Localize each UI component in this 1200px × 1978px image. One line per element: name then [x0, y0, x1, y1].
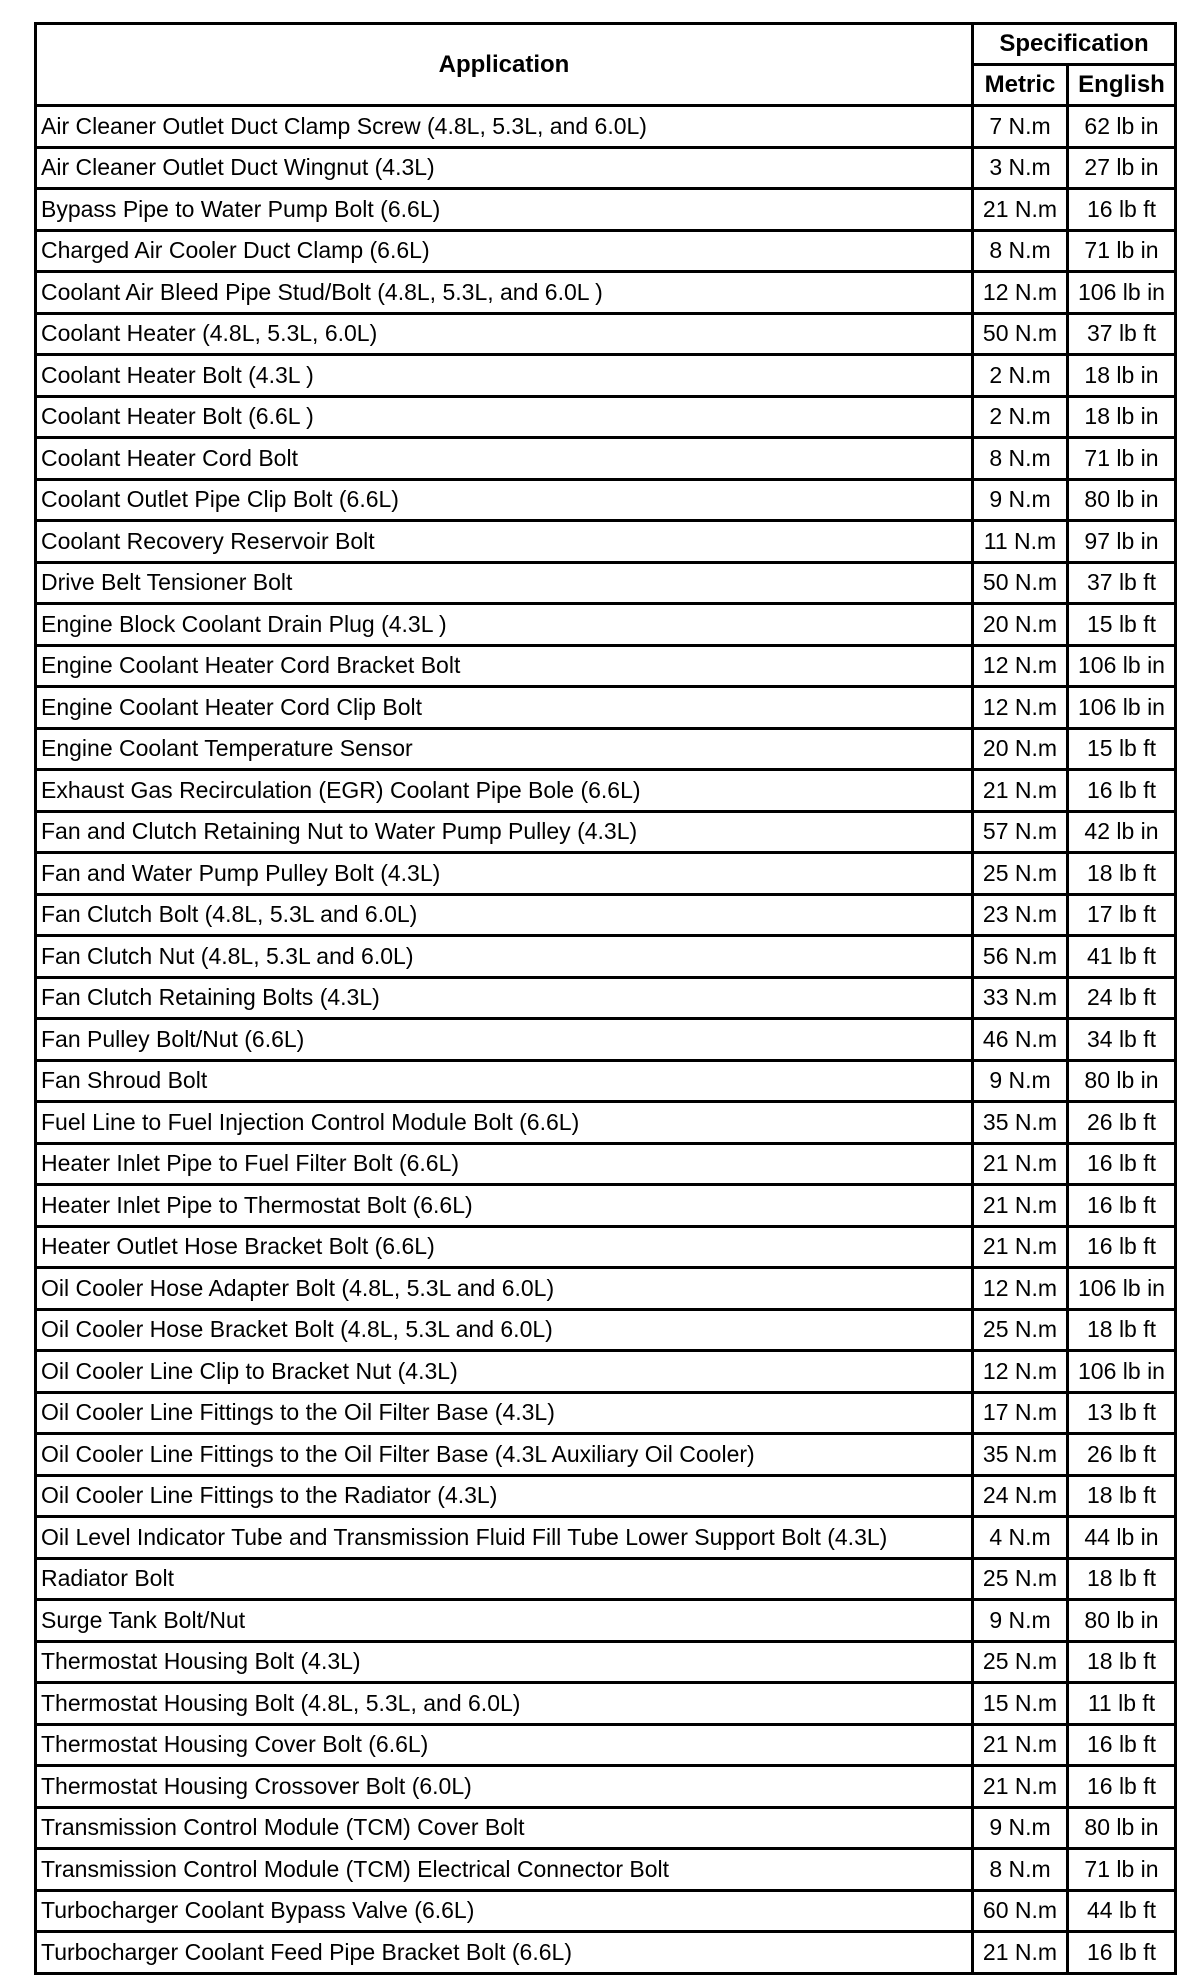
application-cell: Oil Level Indicator Tube and Transmission Fluid Fill Tube Lower Support Bolt (4.3L) [36, 1517, 973, 1559]
table-header [36, 24, 1176, 106]
application-cell: Turbocharger Coolant Bypass Valve (6.6L) [36, 1890, 973, 1932]
english-value-cell: 71 lb in [1068, 1849, 1176, 1891]
table-row [36, 1849, 1176, 1891]
application-cell: Turbocharger Coolant Feed Pipe Bracket Bolt (6.6L) [36, 1932, 973, 1974]
table-row [36, 106, 1176, 148]
metric-value-cell: 20 N.m [973, 728, 1068, 770]
application-cell: Thermostat Housing Cover Bolt (6.6L) [36, 1724, 973, 1766]
metric-value-cell: 46 N.m [973, 1019, 1068, 1061]
english-value-cell: 16 lb ft [1068, 1226, 1176, 1268]
application-cell: Fan and Clutch Retaining Nut to Water Pump Pulley (4.3L) [36, 811, 973, 853]
application-cell: Thermostat Housing Bolt (4.3L) [36, 1641, 973, 1683]
metric-value-cell: 12 N.m [973, 645, 1068, 687]
metric-value-cell: 57 N.m [973, 811, 1068, 853]
table-row [36, 1102, 1176, 1144]
application-cell: Coolant Heater Bolt (6.6L ) [36, 396, 973, 438]
table-row [36, 894, 1176, 936]
application-cell: Engine Coolant Heater Cord Clip Bolt [36, 687, 973, 729]
english-value-cell: 37 lb ft [1068, 562, 1176, 604]
english-value-cell: 80 lb in [1068, 1600, 1176, 1642]
table-row [36, 1517, 1176, 1559]
metric-value-cell: 35 N.m [973, 1434, 1068, 1476]
english-column-header: English [1068, 65, 1176, 106]
table-row [36, 189, 1176, 231]
table-row [36, 1600, 1176, 1642]
english-value-cell: 16 lb ft [1068, 1932, 1176, 1974]
application-cell: Surge Tank Bolt/Nut [36, 1600, 973, 1642]
english-value-cell: 18 lb in [1068, 396, 1176, 438]
english-value-cell: 18 lb ft [1068, 1475, 1176, 1517]
table-row [36, 770, 1176, 812]
metric-value-cell: 56 N.m [973, 936, 1068, 978]
metric-value-cell: 17 N.m [973, 1392, 1068, 1434]
table-row [36, 687, 1176, 729]
table-row [36, 1185, 1176, 1227]
english-value-cell: 62 lb in [1068, 106, 1176, 148]
table-row [36, 1475, 1176, 1517]
metric-column-header: Metric [973, 65, 1068, 106]
application-cell: Heater Inlet Pipe to Thermostat Bolt (6.6L) [36, 1185, 973, 1227]
application-cell: Oil Cooler Hose Bracket Bolt (4.8L, 5.3L and 6.0L) [36, 1309, 973, 1351]
application-cell: Coolant Heater Cord Bolt [36, 438, 973, 480]
application-cell: Transmission Control Module (TCM) Cover Bolt [36, 1807, 973, 1849]
application-cell: Drive Belt Tensioner Bolt [36, 562, 973, 604]
english-value-cell: 16 lb ft [1068, 189, 1176, 231]
english-value-cell: 18 lb in [1068, 355, 1176, 397]
metric-value-cell: 21 N.m [973, 1143, 1068, 1185]
application-cell: Bypass Pipe to Water Pump Bolt (6.6L) [36, 189, 973, 231]
english-value-cell: 41 lb ft [1068, 936, 1176, 978]
metric-value-cell: 25 N.m [973, 1558, 1068, 1600]
table-row [36, 604, 1176, 646]
application-cell: Fan Pulley Bolt/Nut (6.6L) [36, 1019, 973, 1061]
table-row [36, 147, 1176, 189]
metric-value-cell: 8 N.m [973, 438, 1068, 480]
table-row [36, 230, 1176, 272]
application-cell: Exhaust Gas Recirculation (EGR) Coolant Pipe Bole (6.6L) [36, 770, 973, 812]
table-row [36, 1309, 1176, 1351]
english-value-cell: 97 lb in [1068, 521, 1176, 563]
metric-value-cell: 50 N.m [973, 562, 1068, 604]
metric-value-cell: 9 N.m [973, 479, 1068, 521]
table-row [36, 272, 1176, 314]
table-row [36, 1434, 1176, 1476]
english-value-cell: 24 lb ft [1068, 977, 1176, 1019]
english-value-cell: 42 lb in [1068, 811, 1176, 853]
application-cell: Fan and Water Pump Pulley Bolt (4.3L) [36, 853, 973, 895]
application-cell: Fan Clutch Nut (4.8L, 5.3L and 6.0L) [36, 936, 973, 978]
application-cell: Heater Inlet Pipe to Fuel Filter Bolt (6.6L) [36, 1143, 973, 1185]
table-row [36, 396, 1176, 438]
metric-value-cell: 12 N.m [973, 687, 1068, 729]
application-cell: Coolant Heater (4.8L, 5.3L, 6.0L) [36, 313, 973, 355]
application-cell: Air Cleaner Outlet Duct Wingnut (4.3L) [36, 147, 973, 189]
english-value-cell: 15 lb ft [1068, 604, 1176, 646]
metric-value-cell: 21 N.m [973, 1185, 1068, 1227]
metric-value-cell: 50 N.m [973, 313, 1068, 355]
table-row [36, 1766, 1176, 1808]
english-value-cell: 16 lb ft [1068, 770, 1176, 812]
metric-value-cell: 8 N.m [973, 1849, 1068, 1891]
metric-value-cell: 25 N.m [973, 853, 1068, 895]
english-value-cell: 44 lb ft [1068, 1890, 1176, 1932]
english-value-cell: 13 lb ft [1068, 1392, 1176, 1434]
metric-value-cell: 12 N.m [973, 1268, 1068, 1310]
table-row [36, 1019, 1176, 1061]
metric-value-cell: 21 N.m [973, 189, 1068, 231]
table-row [36, 645, 1176, 687]
english-value-cell: 71 lb in [1068, 230, 1176, 272]
english-value-cell: 106 lb in [1068, 645, 1176, 687]
table-row [36, 313, 1176, 355]
metric-value-cell: 35 N.m [973, 1102, 1068, 1144]
english-value-cell: 27 lb in [1068, 147, 1176, 189]
table-row [36, 811, 1176, 853]
table-row [36, 1392, 1176, 1434]
english-value-cell: 106 lb in [1068, 1351, 1176, 1393]
english-value-cell: 26 lb ft [1068, 1434, 1176, 1476]
metric-value-cell: 11 N.m [973, 521, 1068, 563]
table-row [36, 1060, 1176, 1102]
application-cell: Thermostat Housing Crossover Bolt (6.0L) [36, 1766, 973, 1808]
table-row [36, 1890, 1176, 1932]
english-value-cell: 18 lb ft [1068, 1309, 1176, 1351]
application-cell: Fuel Line to Fuel Injection Control Module Bolt (6.6L) [36, 1102, 973, 1144]
table-row [36, 1641, 1176, 1683]
english-value-cell: 44 lb in [1068, 1517, 1176, 1559]
metric-value-cell: 33 N.m [973, 977, 1068, 1019]
english-value-cell: 16 lb ft [1068, 1143, 1176, 1185]
torque-spec-table [34, 22, 1177, 1975]
metric-value-cell: 25 N.m [973, 1641, 1068, 1683]
application-cell: Oil Cooler Line Fittings to the Oil Filter Base (4.3L) [36, 1392, 973, 1434]
table-row [36, 521, 1176, 563]
application-cell: Oil Cooler Line Clip to Bracket Nut (4.3L) [36, 1351, 973, 1393]
application-cell: Oil Cooler Hose Adapter Bolt (4.8L, 5.3L and 6.0L) [36, 1268, 973, 1310]
metric-value-cell: 9 N.m [973, 1060, 1068, 1102]
english-value-cell: 18 lb ft [1068, 1558, 1176, 1600]
table-row [36, 1143, 1176, 1185]
application-cell: Heater Outlet Hose Bracket Bolt (6.6L) [36, 1226, 973, 1268]
english-value-cell: 26 lb ft [1068, 1102, 1176, 1144]
application-cell: Radiator Bolt [36, 1558, 973, 1600]
application-cell: Coolant Air Bleed Pipe Stud/Bolt (4.8L, 5.3L, and 6.0L ) [36, 272, 973, 314]
metric-value-cell: 2 N.m [973, 355, 1068, 397]
metric-value-cell: 7 N.m [973, 106, 1068, 148]
application-cell: Engine Coolant Temperature Sensor [36, 728, 973, 770]
metric-value-cell: 25 N.m [973, 1309, 1068, 1351]
metric-value-cell: 60 N.m [973, 1890, 1068, 1932]
application-cell: Charged Air Cooler Duct Clamp (6.6L) [36, 230, 973, 272]
metric-value-cell: 21 N.m [973, 770, 1068, 812]
english-value-cell: 16 lb ft [1068, 1724, 1176, 1766]
english-value-cell: 106 lb in [1068, 1268, 1176, 1310]
specification-column-header: Specification [973, 24, 1176, 65]
metric-value-cell: 23 N.m [973, 894, 1068, 936]
table-row [36, 728, 1176, 770]
application-column-header: Application [36, 24, 973, 106]
table-row [36, 1807, 1176, 1849]
english-value-cell: 16 lb ft [1068, 1185, 1176, 1227]
table-row [36, 1351, 1176, 1393]
application-cell: Fan Clutch Bolt (4.8L, 5.3L and 6.0L) [36, 894, 973, 936]
english-value-cell: 80 lb in [1068, 1807, 1176, 1849]
header-row-top [36, 24, 1176, 65]
application-cell: Oil Cooler Line Fittings to the Oil Filter Base (4.3L Auxiliary Oil Cooler) [36, 1434, 973, 1476]
metric-value-cell: 3 N.m [973, 147, 1068, 189]
metric-value-cell: 2 N.m [973, 396, 1068, 438]
english-value-cell: 18 lb ft [1068, 853, 1176, 895]
application-cell: Engine Block Coolant Drain Plug (4.3L ) [36, 604, 973, 646]
table-row [36, 853, 1176, 895]
english-value-cell: 106 lb in [1068, 272, 1176, 314]
metric-value-cell: 21 N.m [973, 1766, 1068, 1808]
application-cell: Fan Clutch Retaining Bolts (4.3L) [36, 977, 973, 1019]
table-row [36, 1558, 1176, 1600]
table-row [36, 438, 1176, 480]
metric-value-cell: 21 N.m [973, 1932, 1068, 1974]
application-cell: Coolant Recovery Reservoir Bolt [36, 521, 973, 563]
application-cell: Oil Cooler Line Fittings to the Radiator (4.3L) [36, 1475, 973, 1517]
application-cell: Coolant Outlet Pipe Clip Bolt (6.6L) [36, 479, 973, 521]
metric-value-cell: 20 N.m [973, 604, 1068, 646]
english-value-cell: 80 lb in [1068, 1060, 1176, 1102]
metric-value-cell: 12 N.m [973, 1351, 1068, 1393]
english-value-cell: 106 lb in [1068, 687, 1176, 729]
table-row [36, 1683, 1176, 1725]
metric-value-cell: 8 N.m [973, 230, 1068, 272]
application-cell: Air Cleaner Outlet Duct Clamp Screw (4.8L, 5.3L, and 6.0L) [36, 106, 973, 148]
table-row [36, 479, 1176, 521]
application-cell: Coolant Heater Bolt (4.3L ) [36, 355, 973, 397]
table-row [36, 1932, 1176, 1974]
application-cell: Transmission Control Module (TCM) Electrical Connector Bolt [36, 1849, 973, 1891]
table-row [36, 562, 1176, 604]
english-value-cell: 16 lb ft [1068, 1766, 1176, 1808]
metric-value-cell: 15 N.m [973, 1683, 1068, 1725]
table-row [36, 355, 1176, 397]
english-value-cell: 34 lb ft [1068, 1019, 1176, 1061]
english-value-cell: 18 lb ft [1068, 1641, 1176, 1683]
application-cell: Fan Shroud Bolt [36, 1060, 973, 1102]
metric-value-cell: 24 N.m [973, 1475, 1068, 1517]
application-cell: Thermostat Housing Bolt (4.8L, 5.3L, and 6.0L) [36, 1683, 973, 1725]
metric-value-cell: 21 N.m [973, 1724, 1068, 1766]
metric-value-cell: 21 N.m [973, 1226, 1068, 1268]
table-row [36, 977, 1176, 1019]
table-body [36, 106, 1176, 1974]
english-value-cell: 80 lb in [1068, 479, 1176, 521]
application-cell: Engine Coolant Heater Cord Bracket Bolt [36, 645, 973, 687]
metric-value-cell: 9 N.m [973, 1600, 1068, 1642]
metric-value-cell: 12 N.m [973, 272, 1068, 314]
table-row [36, 1226, 1176, 1268]
english-value-cell: 71 lb in [1068, 438, 1176, 480]
table-row [36, 1268, 1176, 1310]
table-row [36, 1724, 1176, 1766]
english-value-cell: 17 lb ft [1068, 894, 1176, 936]
english-value-cell: 37 lb ft [1068, 313, 1176, 355]
metric-value-cell: 9 N.m [973, 1807, 1068, 1849]
metric-value-cell: 4 N.m [973, 1517, 1068, 1559]
table-row [36, 936, 1176, 978]
english-value-cell: 11 lb ft [1068, 1683, 1176, 1725]
english-value-cell: 15 lb ft [1068, 728, 1176, 770]
